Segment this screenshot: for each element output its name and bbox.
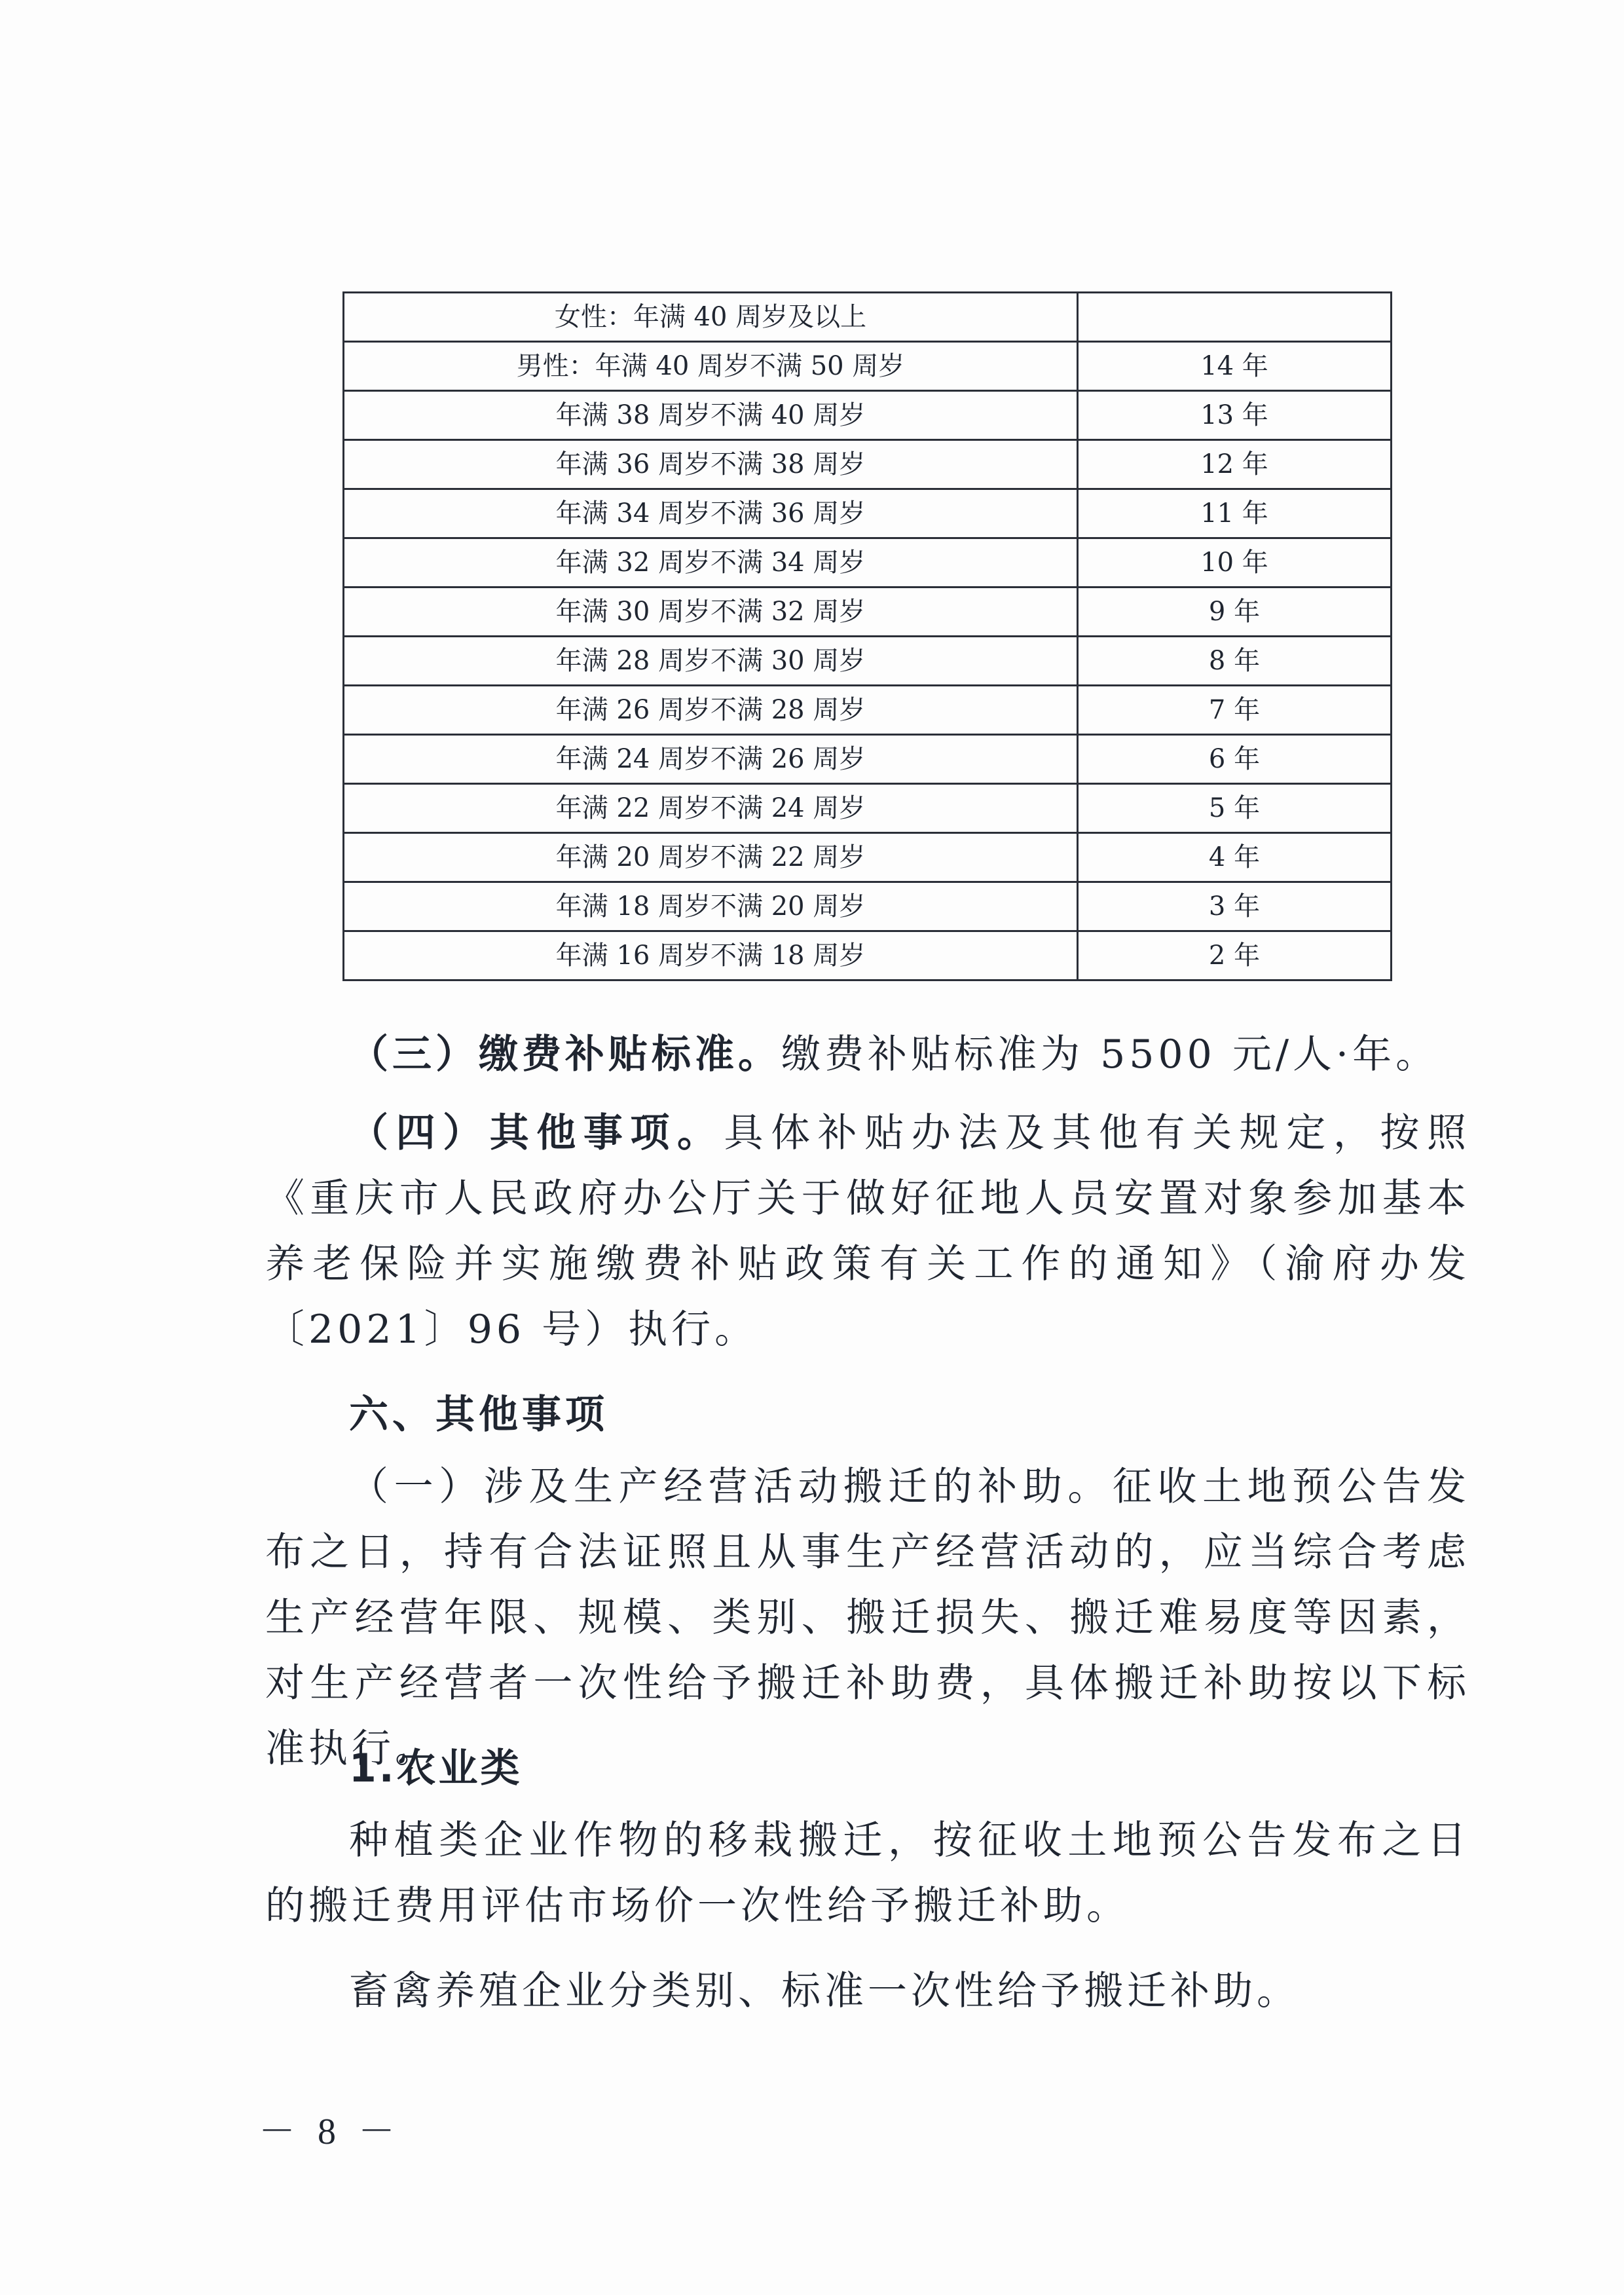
table-row [344, 391, 1392, 440]
age-range-cell: 年满 22 周岁不满 24 周岁 [344, 784, 1078, 833]
years-cell: 2 年 [1078, 931, 1392, 980]
section-4-lead: （四）其他事项。 [349, 1110, 724, 1156]
table-row [344, 735, 1392, 784]
years-cell: 14 年 [1078, 342, 1392, 391]
age-range-cell: 年满 32 周岁不满 34 周岁 [344, 538, 1078, 588]
section-3-lead: （三）缴费补贴标准。 [349, 1032, 781, 1077]
years-cell: 5 年 [1078, 784, 1392, 833]
years-cell [1078, 293, 1392, 342]
age-range-cell: 年满 30 周岁不满 32 周岁 [344, 588, 1078, 637]
table-row [344, 588, 1392, 637]
years-cell: 7 年 [1078, 686, 1392, 735]
heading-other-matters: 六、其他事项 [349, 1392, 608, 1438]
table-row [344, 686, 1392, 735]
age-range-cell: 女性：年满 40 周岁及以上 [344, 293, 1078, 342]
years-cell: 3 年 [1078, 882, 1392, 931]
age-range-cell: 年满 26 周岁不满 28 周岁 [344, 686, 1078, 735]
age-years-table [342, 291, 1392, 981]
paragraph-section-4 [265, 1100, 1470, 1362]
paragraph-section-3 [265, 1022, 1470, 1087]
page-number: － 8 － [259, 2112, 401, 2152]
table-row [344, 882, 1392, 931]
years-cell: 11 年 [1078, 489, 1392, 538]
paragraph-relocation-subsidy: （一）涉及生产经营活动搬迁的补助。征收土地预公告发布之日，持有合法证照且从事生产经营活动的，应当综合考虑生产经营年限、规模、类别、搬迁损失、搬迁难易度等因素，对生产经营者一次性给予搬迁补助费，具体搬迁补助按以下标准执行。 [265, 1464, 1470, 1772]
table-row [344, 342, 1392, 391]
table-row [344, 489, 1392, 538]
age-range-cell: 年满 16 周岁不满 18 周岁 [344, 931, 1078, 980]
table-row [344, 637, 1392, 686]
years-cell: 10 年 [1078, 538, 1392, 588]
section-4-text: 具体补贴办法及其他有关规定，按照《重庆市人民政府办公厅关于做好征地人员安置对象参加基本养老保险并实施缴费补贴政策有关工作的通知》（渝府办发〔2021〕96 号）执行。 [265, 1110, 1471, 1353]
age-range-cell: 年满 36 周岁不满 38 周岁 [344, 440, 1078, 489]
paragraph-planting: 种植类企业作物的移栽搬迁，按征收土地预公告发布之日的搬迁费用评估市场价一次性给予搬迁补助。 [265, 1818, 1470, 1929]
section-3-text: 缴费补贴标准为 5500 元/人·年。 [781, 1032, 1439, 1077]
table-row [344, 440, 1392, 489]
age-range-cell: 年满 24 周岁不满 26 周岁 [344, 735, 1078, 784]
table-row [344, 784, 1392, 833]
subheading-agriculture: 1.农业类 [349, 1745, 523, 1791]
years-cell: 8 年 [1078, 637, 1392, 686]
table-row [344, 538, 1392, 588]
years-cell: 9 年 [1078, 588, 1392, 637]
years-cell: 13 年 [1078, 391, 1392, 440]
age-range-cell: 年满 38 周岁不满 40 周岁 [344, 391, 1078, 440]
table-row [344, 833, 1392, 882]
age-range-cell: 年满 18 周岁不满 20 周岁 [344, 882, 1078, 931]
table-row [344, 931, 1392, 980]
years-cell: 12 年 [1078, 440, 1392, 489]
age-range-cell: 年满 20 周岁不满 22 周岁 [344, 833, 1078, 882]
age-range-cell: 男性：年满 40 周岁不满 50 周岁 [344, 342, 1078, 391]
paragraph-livestock: 畜禽养殖企业分类别、标准一次性给予搬迁补助。 [349, 1968, 1300, 2014]
table-row [344, 293, 1392, 342]
years-cell: 6 年 [1078, 735, 1392, 784]
age-range-cell: 年满 34 周岁不满 36 周岁 [344, 489, 1078, 538]
age-range-cell: 年满 28 周岁不满 30 周岁 [344, 637, 1078, 686]
years-cell: 4 年 [1078, 833, 1392, 882]
